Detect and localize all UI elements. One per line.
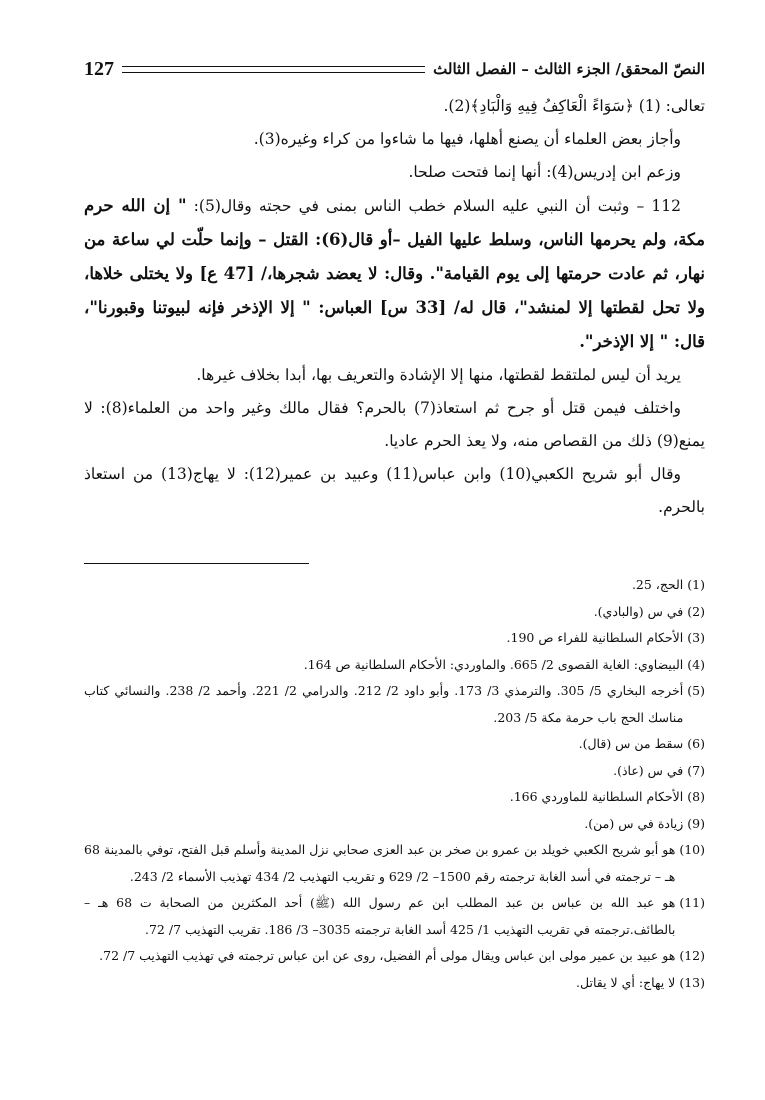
paragraph-4-intro: 112 – وثبت أن النبي عليه السلام خطب الناس بمنى في حجته وقال(5): bbox=[186, 197, 681, 215]
footnote bbox=[84, 890, 705, 943]
footnote-number: (7) bbox=[687, 762, 705, 778]
footnote-number: (6) bbox=[687, 736, 705, 751]
footnote-text: هو عبيد بن عمير مولى ابن عباس ويقال مولى أم الفضيل، روى عن ابن عباس ترجمته في تهذيب التهذيب 7/ 72. bbox=[99, 948, 676, 963]
footnote-text: سقط من س (قال). bbox=[578, 736, 684, 751]
footnote-number: (1) bbox=[687, 577, 705, 592]
hadith-quote: " إن الله حرم مكة، ولم يحرمها الناس، وسلط عليها الفيل –أو قال(6): القتل – وإنما حلّت لي ساعة من نهار، ثم عادت حرمتها إلى يوم القيامة". وقال: لا يعضد شجرها،/ [47 ع] ولا يختلى خلاها، ولا تحل لقطتها إلا لمنشد"، قال له/ [33 س] العباس: " إلا الإذخر فإنه لبيوتنا وقبورنا"، قال: " إلا الإذخر". bbox=[84, 196, 705, 351]
footnote bbox=[84, 811, 705, 838]
footnote-number: (2) bbox=[687, 603, 705, 619]
paragraph-7: وقال أبو شريح الكعبي(10) وابن عباس(11) وعبيد بن عمير(12): لا يهاج(13) من استعاذ بالحرم. bbox=[84, 465, 705, 516]
chapter-title: النصّ المحقق/ الجزء الثالث – الفصل الثالث bbox=[433, 60, 705, 78]
footnotes bbox=[84, 572, 705, 996]
footnote bbox=[84, 678, 705, 731]
footnote-text: لا يهاج: أي لا يقاتل. bbox=[576, 974, 676, 990]
footnote-text: هو عبد الله بن عباس بن عبد المطلب ابن عم رسول الله (ﷺ) أحد المكثرين من الصحابة ت 68 هـ – بالطائف.ترجمته في تقريب التهذيب 1/ 425 أسد الغابة ترجمته 3035– 3/ 186. تقريب التهذيب 7/ 72. bbox=[84, 895, 676, 937]
main-text bbox=[84, 90, 705, 524]
footnote bbox=[84, 970, 705, 997]
footnote-text: الأحكام السلطانية للماوردي 166. bbox=[509, 789, 684, 804]
footnote-number: (11) bbox=[679, 895, 705, 910]
footnote-text: الحج، 25. bbox=[631, 577, 684, 592]
paragraph-1: تعالى: (1) ﴿سَوَاءً الْعَاكِفُ فِيهِ وَالْبَادِ﴾(2). bbox=[443, 97, 705, 115]
paragraph-2: وأجاز بعض العلماء أن يصنع أهلها، فيها ما شاءوا من كراء وغيره(3). bbox=[253, 130, 681, 148]
footnote-number: (5) bbox=[687, 683, 705, 698]
footnote-text: زيادة في س (من). bbox=[584, 815, 684, 831]
footnote bbox=[84, 943, 705, 970]
footnote-text: هو أبو شريح الكعبي خويلد بن عمرو بن صخر بن عبد العزى صحابي نزل المدينة وأسلم قبل الفتح، توفي بالمدينة 68 هـ – ترجمته في أسد الغابة ترجمته رقم 1500– 2/ 629 و تقريب التهذيب 2/ 434 تهذيب الأسماء 2/ 243. bbox=[84, 842, 676, 884]
footnote-number: (13) bbox=[679, 974, 705, 990]
footnote-divider bbox=[84, 563, 309, 564]
footnote-number: (9) bbox=[687, 815, 705, 831]
footnote-text: البيضاوي: الغاية القصوى 2/ 665. والماوردي: الأحكام السلطانية ص 164. bbox=[303, 656, 684, 672]
footnote-text: في س (عاذ). bbox=[613, 762, 684, 778]
footnote-text: في س (والبادي). bbox=[593, 603, 684, 619]
footnote bbox=[84, 758, 705, 785]
footnote bbox=[84, 599, 705, 626]
footnote bbox=[84, 731, 705, 758]
paragraph-3: وزعم ابن إدريس(4): أنها إنما فتحت صلحا. bbox=[408, 163, 681, 181]
footnote-number: (8) bbox=[687, 789, 705, 804]
page-number: 127 bbox=[84, 57, 114, 80]
footnote-number: (12) bbox=[679, 948, 705, 963]
paragraph-4 bbox=[84, 189, 705, 359]
paragraph-6: واختلف فيمن قتل أو جرح ثم استعاذ(7) بالحرم؟ فقال مالك وغير واحد من العلماء(8): لا يمنع(9) ذلك من القصاص منه، ولا يعذ الحرم عاديا. bbox=[84, 399, 705, 450]
footnote-text: الأحكام السلطانية للفراء ص 190. bbox=[506, 630, 684, 645]
footnote bbox=[84, 837, 705, 890]
footnote-text: أخرجه البخاري 5/ 305. والترمذي 3/ 173. وأبو داود 2/ 212. والدرامي 2/ 221. وأحمد 2/ 238. والنسائي كتاب مناسك الحج باب حرمة مكة 5/ 203. bbox=[84, 683, 684, 725]
footnote-number: (3) bbox=[687, 630, 705, 645]
footnote bbox=[84, 625, 705, 652]
page-header bbox=[84, 52, 705, 86]
footnote bbox=[84, 784, 705, 811]
footnote bbox=[84, 652, 705, 679]
footnote bbox=[84, 572, 705, 599]
footnote-number: (4) bbox=[687, 656, 705, 672]
footnote-number: (10) bbox=[679, 842, 705, 857]
header-rule bbox=[122, 66, 425, 73]
paragraph-5: يريد أن ليس لملتقط لقطتها، منها إلا الإشادة والتعريف بها، أبدا بخلاف غيرها. bbox=[196, 366, 681, 384]
